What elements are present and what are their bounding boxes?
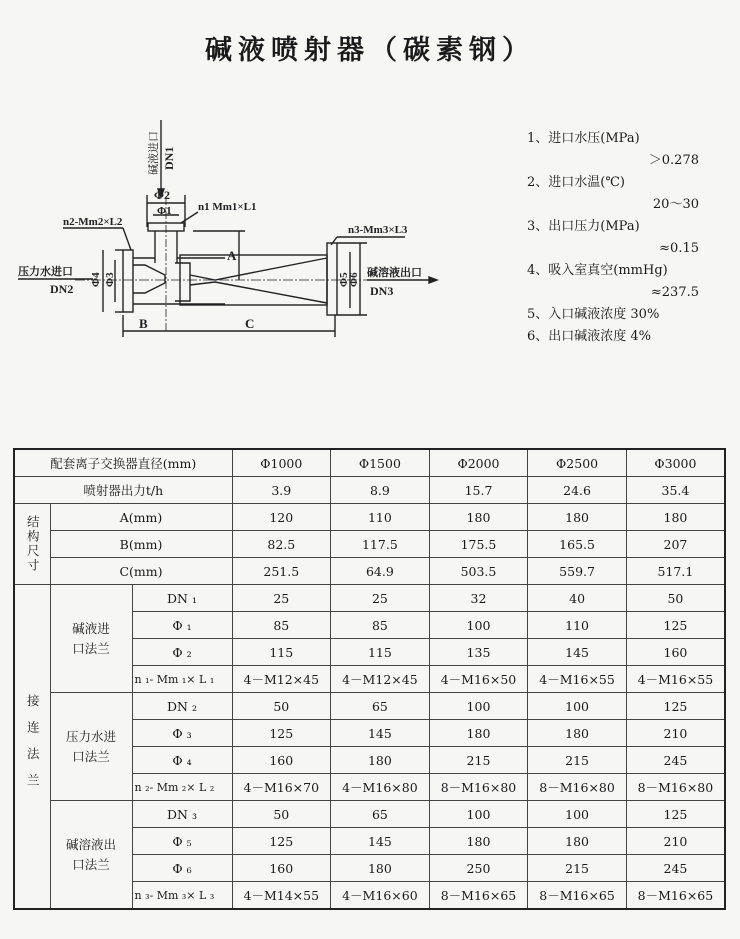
label-phi6: Φ6 (348, 272, 360, 287)
table-row: Φ ₅ 125 145 180 180 210 (14, 828, 725, 855)
column-header: Φ3000 (626, 449, 725, 477)
table-row: 压力水进 口法兰 DN ₂ 50 65 100 100 125 (14, 693, 725, 720)
row-label: DN ₃ (132, 801, 232, 828)
table-row: Φ ₃ 125 145 180 180 210 (14, 720, 725, 747)
row-label: A(mm) (50, 504, 232, 531)
label-dn3: DN3 (370, 284, 394, 298)
page-title: 碱液喷射器（碳素钢） (205, 35, 535, 66)
row-label: C(mm) (50, 558, 232, 585)
table-row: Φ ₁ 85 85 100 110 125 (14, 612, 725, 639)
label-bolt3: n3-Mm3×L3 (348, 224, 408, 236)
row-label: n ₃- Mm ₃× L ₃ (132, 882, 232, 910)
column-header: Φ2500 (528, 449, 627, 477)
table-row: 碱溶液出 口法兰 DN ₃ 50 65 100 100 125 (14, 801, 725, 828)
param-item: 6、出口碱液浓度 4% (527, 329, 652, 344)
label-dn1: DN1 (162, 146, 176, 170)
flange-name: 碱溶液出 口法兰 (50, 801, 132, 910)
flange-name: 碱液进 口法兰 (50, 585, 132, 693)
param-item: 2、进口水温(℃) 20～30 (527, 175, 699, 212)
column-header: Φ1000 (232, 449, 331, 477)
table-row: n ₂- Mm ₂× L ₂ 4－M16×70 4－M16×80 8－M16×80 8－M16×80 8－M16×80 (14, 774, 725, 801)
table-header-row (14, 449, 725, 477)
table-row: 接连法兰 碱液进 口法兰 DN ₁ 25 25 32 40 50 (14, 585, 725, 612)
table-row: Φ ₂ 115 115 135 145 160 (14, 639, 725, 666)
row-label: Φ ₄ (132, 747, 232, 774)
label-bolt2: n2-Mm2×L2 (63, 216, 123, 228)
table-row: 结构尺寸 A(mm) 120 110 180 180 180 (14, 504, 725, 531)
row-label: Φ ₁ (132, 612, 232, 639)
label-phi1: Φ1 (157, 205, 172, 217)
label-dim-a: A (227, 248, 237, 263)
column-header: Φ1500 (331, 449, 430, 477)
ejector-diagram (15, 115, 485, 355)
label-dim-c: C (245, 316, 255, 331)
group-label-flange: 接连法兰 (14, 585, 50, 910)
column-header: Φ2000 (429, 449, 528, 477)
param-item: 5、入口碱液浓度 30% (527, 307, 660, 322)
label-water-inlet: 压力水进口 (18, 266, 73, 278)
row-label: Φ ₂ (132, 639, 232, 666)
label-alkali-inlet: 碱液进口 (148, 131, 160, 175)
group-label-structure: 结构尺寸 (14, 504, 50, 585)
table-row: 喷射器出力t/h 3.9 8.9 15.7 24.6 35.4 (14, 477, 725, 504)
row-label: DN ₁ (132, 585, 232, 612)
table-row: C(mm) 251.5 64.9 503.5 559.7 517.1 (14, 558, 725, 585)
param-item: 1、进口水压(MPa) ＞0.278 (527, 131, 699, 168)
header-label: 配套离子交换器直径(mm) (14, 449, 232, 477)
label-phi3: Φ3 (104, 272, 116, 287)
label-phi4: Φ4 (90, 272, 102, 287)
label-dn2: DN2 (50, 282, 74, 296)
label-outlet: 碱溶液出口 (367, 267, 422, 279)
row-label: Φ ₅ (132, 828, 232, 855)
param-item: 4、吸入室真空(mmHg) ≈237.5 (527, 263, 699, 300)
table-row: Φ ₆ 160 180 250 215 245 (14, 855, 725, 882)
table-row: Φ ₄ 160 180 215 215 245 (14, 747, 725, 774)
row-label: n ₁- Mm ₁× L ₁ (132, 666, 232, 693)
table-row: n ₃- Mm ₃× L ₃ 4－M14×55 4－M16×60 8－M16×65 8－M16×65 8－M16×65 (14, 882, 725, 910)
row-label: Φ ₆ (132, 855, 232, 882)
param-item: 3、出口压力(MPa) ≈0.15 (527, 219, 699, 256)
flange-name: 压力水进 口法兰 (50, 693, 132, 801)
label-phi5: Φ5 (338, 272, 350, 287)
row-label: 喷射器出力t/h (14, 477, 232, 504)
operating-parameters (527, 128, 727, 348)
table-row: n ₁- Mm ₁× L ₁ 4－M12×45 4－M12×45 4－M16×50 4－M16×55 4－M16×55 (14, 666, 725, 693)
row-label: n ₂- Mm ₂× L ₂ (132, 774, 232, 801)
row-label: Φ ₃ (132, 720, 232, 747)
row-label: DN ₂ (132, 693, 232, 720)
label-dim-b: B (139, 316, 148, 331)
row-label: B(mm) (50, 531, 232, 558)
spec-table (13, 448, 726, 910)
label-phi2: Φ2 (154, 188, 170, 202)
table-row: B(mm) 82.5 117.5 175.5 165.5 207 (14, 531, 725, 558)
label-bolt1: n1 Mm1×L1 (198, 201, 257, 213)
